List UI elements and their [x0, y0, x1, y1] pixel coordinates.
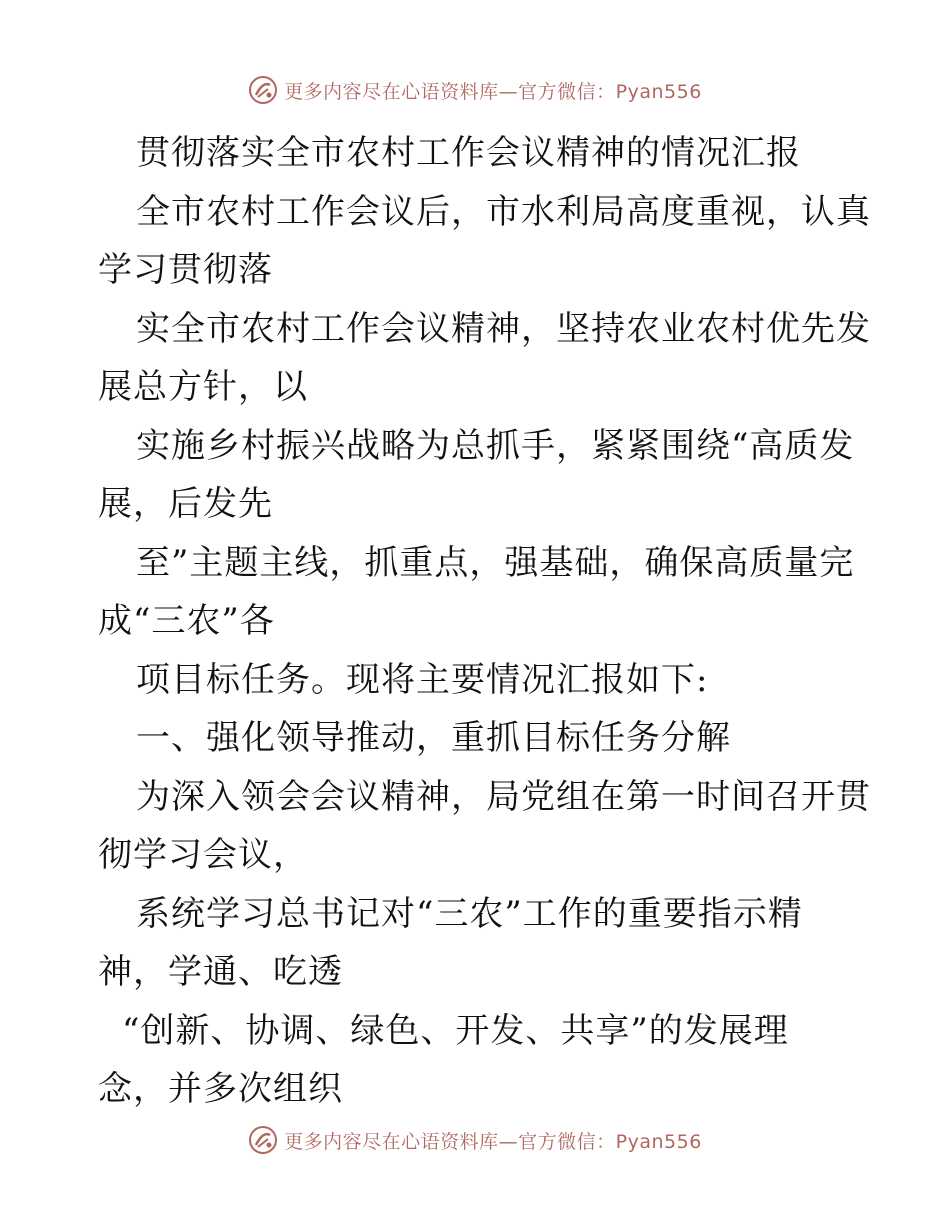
- paragraph-line: 至”主题主线，抓重点，强基础，确保高质量完: [136, 542, 855, 583]
- document-body: [98, 124, 871, 1119]
- paragraph-line: 念，并多次组织: [98, 1069, 343, 1109]
- paragraph-line: 全市农村工作会议后，市水利局高度重视，认真: [136, 191, 871, 232]
- header-banner-text: 更多内容尽在心语资料库—官方微信：Pyan556: [284, 80, 702, 103]
- footer-banner: [0, 1120, 950, 1160]
- paragraph-line: “创新、协调、绿色、开发、共享”的发展理: [122, 1010, 789, 1051]
- paragraph-line: 展，后发先: [98, 484, 273, 524]
- paragraph-line: 实施乡村振兴战略为总抓手，紧紧围绕“高质发: [136, 425, 855, 466]
- seal-logo-icon: [248, 75, 278, 105]
- paragraph-line: 为深入领会会议精神，局党组在第一时间召开贯: [136, 776, 871, 817]
- footer-banner-text: 更多内容尽在心语资料库—官方微信：Pyan556: [284, 1130, 702, 1153]
- paragraph-line: 学习贯彻落: [98, 250, 273, 290]
- seal-logo-icon: [248, 1125, 278, 1155]
- paragraph-line: 系统学习总书记对“三农”工作的重要指示精: [136, 893, 803, 934]
- section-heading: 一、强化领导推动，重抓目标任务分解: [136, 718, 731, 758]
- paragraph-line: 项目标任务。现将主要情况汇报如下:: [136, 659, 709, 700]
- header-banner: [0, 70, 950, 110]
- paragraph-line: 展总方针，以: [98, 367, 308, 407]
- paragraph-line: 彻学习会议，: [98, 835, 308, 875]
- paragraph-line: 成“三农”各: [98, 601, 275, 641]
- paragraph-line: 神，学通、吃透: [98, 952, 343, 992]
- document-title: 贯彻落实全市农村工作会议精神的情况汇报: [136, 133, 801, 173]
- paragraph-line: 实全市农村工作会议精神，坚持农业农村优先发: [136, 308, 871, 349]
